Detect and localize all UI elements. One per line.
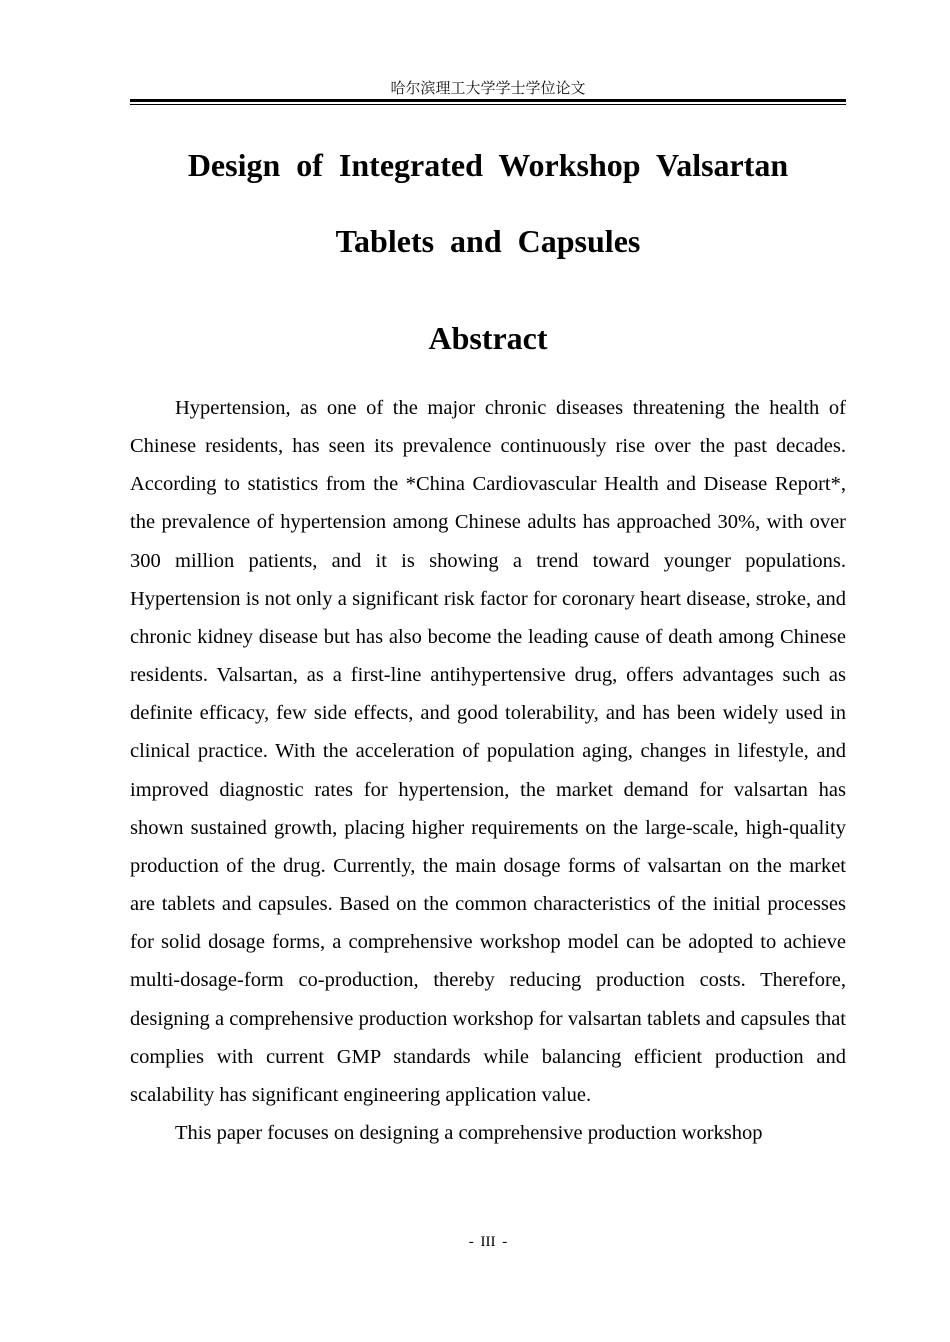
thesis-title [130, 146, 846, 260]
page-number: - III - [468, 1234, 508, 1250]
abstract-paragraph-2: This paper focuses on designing a comprehensive production workshop [175, 1121, 763, 1144]
abstract-paragraph-1: Hypertension, as one of the major chronic diseases threatening the health of Chinese residents, has seen its prevalence continuously rise over the past decades. According to statistics from the *China Cardiovascular Health and Disease Report*, the prevalence of hypertension among Chinese adults has approached 30%, with over 300 million patients, and it is showing a trend toward younger populations. Hypertension is not only a significant risk factor for coronary heart disease, stroke, and chronic kidney disease but has also become the leading cause of death among Chinese residents. Valsartan, as a first-line antihypertensive drug, offers advantages such as definite efficacy, few side effects, and good tolerability, and has been widely used in clinical practice. With the acceleration of population aging, changes in lifestyle, and improved diagnostic rates for hypertension, the market demand for valsartan has shown sustained growth, placing higher requirements on the large-scale, high-quality production of the drug. Currently, the main dosage forms of valsartan on the market are tablets and capsules. Based on the common characteristics of the initial processes for solid dosage forms, a comprehensive workshop model can be adopted to achieve multi-dosage-form co-production, thereby reducing production costs. Therefore, designing a comprehensive production workshop for valsartan tablets and capsules that complies with current GMP standards while balancing efficient production and scalability has significant engineering application value. [130, 397, 846, 1106]
thesis-title-line-2: Tablets and Capsules [335, 223, 641, 259]
header-rule-thick [130, 99, 846, 102]
thesis-title-line-1: Design of Integrated Workshop Valsartan [187, 147, 789, 183]
running-header: 哈尔滨理工大学学士学位论文 [390, 79, 586, 97]
abstract-body [130, 389, 846, 1152]
header-rule-thin [130, 104, 846, 105]
abstract-heading: Abstract [428, 320, 548, 356]
